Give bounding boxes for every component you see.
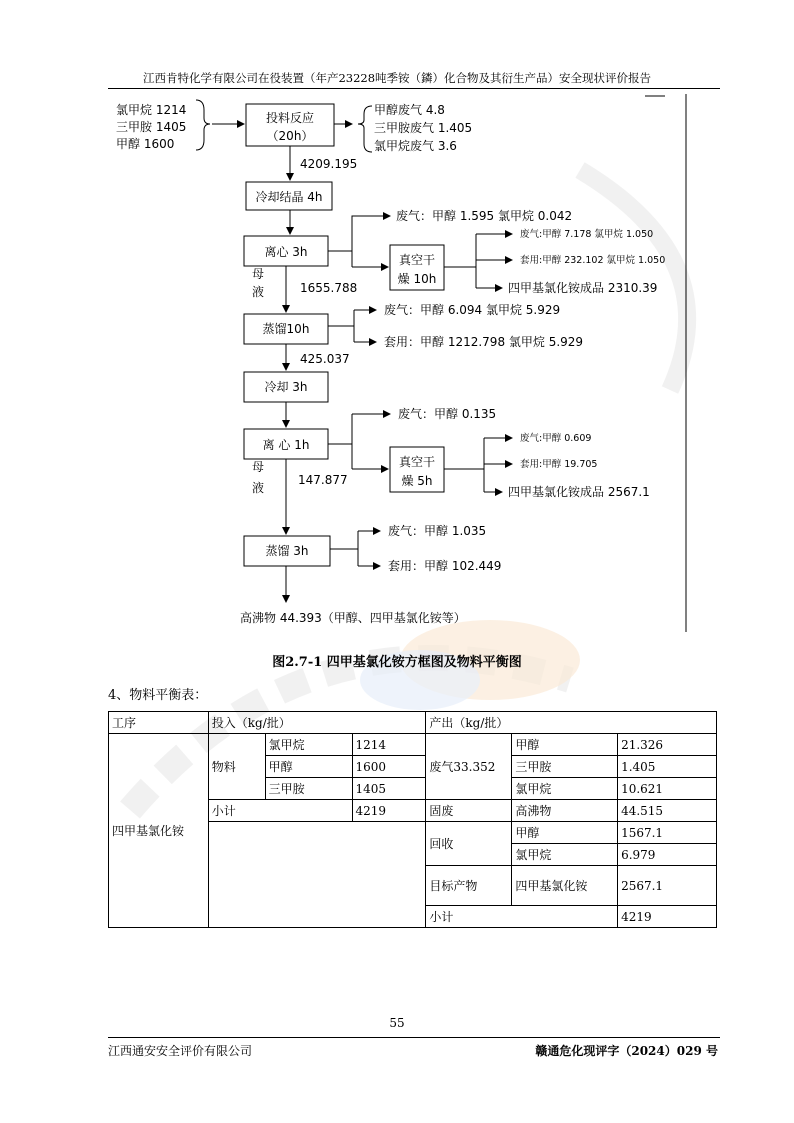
step-cooling: 冷却 3h (264, 380, 308, 394)
dry2-product: 四甲基氯化铵成品 2567.1 (508, 485, 650, 499)
mother-liquor-1a: 母 (252, 267, 265, 281)
header-rule (108, 88, 720, 89)
mother-liquor-2b: 液 (252, 481, 265, 495)
recycle-label: 回收 (426, 822, 512, 866)
mother-liquor-1b: 液 (252, 285, 265, 299)
high-boiling-residue: 高沸物 44.393（甲醇、四甲基氯化铵等） (240, 611, 466, 625)
table-row (109, 734, 717, 756)
off-gas-3: 氯甲烷废气 3.6 (374, 139, 457, 153)
input-name: 三甲胺 (265, 778, 352, 800)
recycle-name: 甲醇 (512, 822, 618, 844)
recycle-value: 1567.1 (618, 822, 717, 844)
footer-rule (108, 1037, 720, 1038)
input-subtotal-label: 小计 (208, 800, 352, 822)
gas-value: 21.326 (618, 734, 717, 756)
dist2-gas: 废气：甲醇 1.035 (388, 524, 487, 538)
figure-caption: 图2.7-1 四甲基氯化铵方框图及物料平衡图 (272, 655, 522, 670)
centrifuge2-gas: 废气：甲醇 0.135 (398, 407, 497, 421)
step-vacuum-dry-2-time: 燥 5h (401, 474, 433, 488)
flow-diagram (0, 92, 794, 640)
dist1-reuse: 套用：甲醇 1212.798 氯甲烷 5.929 (384, 335, 584, 349)
off-gas-1: 甲醇废气 4.8 (374, 103, 445, 117)
step-vacuum-dry-1: 真空干 (398, 253, 436, 267)
step-feed-reaction-time: （20h） (266, 129, 314, 143)
dist1-gas: 废气：甲醇 6.094 氯甲烷 5.929 (384, 303, 561, 317)
header-process: 工序 (109, 712, 209, 734)
footer-right: 赣通危化现评字（2024）029 号 (535, 1044, 718, 1058)
step-distillation-2: 蒸馏 3h (265, 544, 309, 558)
step-centrifuge-1: 离心 3h (264, 245, 308, 259)
page-number: 55 (389, 1016, 405, 1030)
solid-label: 固废 (426, 800, 512, 822)
dry2-reuse: 套用:甲醇 19.705 (520, 459, 598, 470)
gas-value: 10.621 (618, 778, 717, 800)
output-subtotal-label: 小计 (426, 906, 618, 928)
target-label: 目标产物 (426, 866, 512, 906)
recycle-value: 6.979 (618, 844, 717, 866)
process-name: 四甲基氯化铵 (109, 734, 209, 928)
material-balance-table (108, 711, 717, 928)
input-value: 1214 (352, 734, 426, 756)
input-value: 1600 (352, 756, 426, 778)
step-feed-reaction: 投料反应 (265, 111, 315, 125)
step-cooling-crystallization: 冷却结晶 4h (255, 190, 323, 204)
input-chloromethane: 氯甲烷 1214 (116, 103, 187, 117)
material-label: 物料 (208, 734, 265, 800)
off-gas-2: 三甲胺废气 1.405 (374, 121, 473, 135)
gas-name: 三甲胺 (512, 756, 618, 778)
gas-label: 废气33.352 (426, 734, 512, 800)
header-output: 产出（kg/批） (426, 712, 717, 734)
section-title: 4、物料平衡表： (108, 688, 208, 703)
dry1-gas: 废气:甲醇 7.178 氯甲烷 1.050 (520, 229, 654, 240)
input-methanol: 甲醇 1600 (116, 137, 175, 151)
solid-name: 高沸物 (512, 800, 618, 822)
empty-cell (208, 822, 426, 928)
flow-amount-3: 425.037 (300, 352, 350, 366)
dry1-reuse: 套用:甲醇 232.102 氯甲烷 1.050 (520, 255, 666, 266)
dry2-gas: 废气:甲醇 0.609 (520, 433, 592, 444)
footer-left: 江西通安安全评价有限公司 (108, 1044, 253, 1058)
page-header: 江西肯特化学有限公司在役装置（年产23228吨季铵（鏻）化合物及其衍生产品）安全现状评价报告 (142, 71, 652, 85)
solid-value: 44.515 (618, 800, 717, 822)
gas-name: 甲醇 (512, 734, 618, 756)
input-subtotal: 4219 (352, 800, 426, 822)
gas-name: 氯甲烷 (512, 778, 618, 800)
input-trimethylamine: 三甲胺 1405 (116, 120, 187, 134)
flow-amount-1: 4209.195 (300, 157, 358, 171)
step-distillation-1: 蒸馏10h (262, 322, 310, 336)
mother-liquor-2a: 母 (252, 460, 265, 474)
header-input: 投入（kg/批） (208, 712, 426, 734)
step-centrifuge-2: 离 心 1h (262, 438, 310, 452)
table-header-row (109, 712, 717, 734)
dry1-product: 四甲基氯化铵成品 2310.39 (508, 281, 658, 295)
input-name: 甲醇 (265, 756, 352, 778)
step-vacuum-dry-1-time: 燥 10h (397, 272, 437, 286)
step-vacuum-dry-2: 真空干 (398, 455, 436, 469)
dist2-reuse: 套用：甲醇 102.449 (388, 559, 502, 573)
input-name: 氯甲烷 (265, 734, 352, 756)
output-subtotal: 4219 (618, 906, 717, 928)
recycle-name: 氯甲烷 (512, 844, 618, 866)
target-name: 四甲基氯化铵 (512, 866, 618, 906)
input-value: 1405 (352, 778, 426, 800)
target-value: 2567.1 (618, 866, 717, 906)
gas-value: 1.405 (618, 756, 717, 778)
flow-amount-4: 147.877 (298, 473, 348, 487)
centrifuge1-gas: 废气：甲醇 1.595 氯甲烷 0.042 (396, 209, 573, 223)
flow-amount-2: 1655.788 (300, 281, 358, 295)
